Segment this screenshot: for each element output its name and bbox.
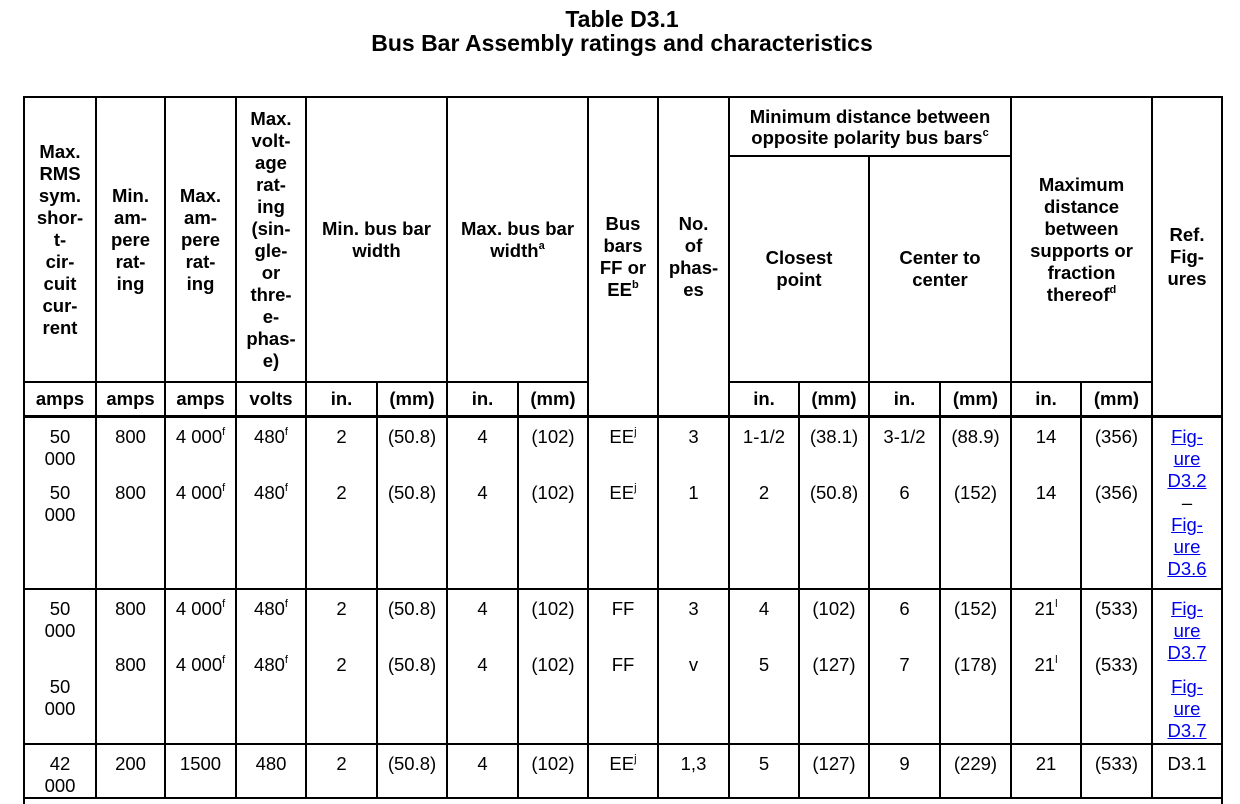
cell-value: 3-1/2 [883,426,926,447]
unit-label: amps [165,382,236,417]
cell-max-width-mm [518,744,588,798]
header-line: Bus [605,212,641,234]
cell-max-ampere [165,417,236,589]
header-line: e- [262,305,280,327]
cell-short-circuit [24,744,96,798]
cell-center-in [869,417,940,589]
header-line: of [684,234,703,256]
cell-value: 4 [477,752,488,774]
cell-max-ampere [165,589,236,744]
cell-voltage [236,417,306,589]
cell-value: (50.8) [387,752,437,774]
cell-min-width-mm [377,589,447,744]
cell-min-ampere [96,589,165,744]
header-line: thre- [250,283,292,305]
cell-value: (127) [812,653,856,675]
cell-support-mm [1081,589,1152,744]
header-min-ampere-rating [96,97,165,382]
cell-value: 50 000 [44,597,76,641]
cell-value: 14 [1035,482,1057,503]
cell-value: 2 [336,597,347,619]
cell-bus-bars [588,417,658,589]
table-number: Table D3.1 [565,6,679,32]
cell-value: 4 [477,482,488,503]
cell-short-circuit [24,417,96,589]
header-line: distance [1043,195,1120,217]
cell-value: 200 [115,752,146,774]
header-line: thereof$^d$ [1046,283,1117,305]
header-line: supports or [1030,239,1133,261]
cell-value: 480$^f$ [254,653,288,675]
header-line: pere [180,228,221,250]
cell-max-width-mm [518,589,588,744]
cell-support-in [1011,589,1081,744]
cell-value: (50.8) [387,426,437,447]
cell-value: (533) [1094,752,1139,774]
cell-value: $EE^j$ [609,482,637,503]
unit-label: in. [447,382,518,417]
cell-value: (50.8) [387,653,437,675]
header-line: ing [186,272,215,294]
cell-value: 1,3 [680,752,707,774]
header-line: or [261,261,281,283]
header-line: $EE^b$ [607,278,639,300]
table-body [24,417,1222,804]
header-ref-figures [1152,97,1222,417]
header-line: ing [116,272,145,294]
cell-value: 4 000$^f$ [175,597,226,619]
header-max-voltage-rating [236,97,306,382]
cell-value: FF [611,597,635,619]
cell-value: (50.8) [387,482,437,503]
header-max-rms-current [24,97,96,382]
cell-value: 5 [758,653,770,675]
cell-max-width-in [447,417,518,589]
cell-max-ampere [165,744,236,798]
cell-value: (533) [1094,653,1139,675]
cell-value: 42 000 [44,752,76,796]
header-line: es [683,278,704,300]
header-line: cur- [42,294,78,316]
cell-value: 6 [899,482,910,503]
cell-center-mm [940,744,1011,798]
unit-label: (mm) [377,382,447,417]
header-line: age [255,151,287,173]
header-line: rat- [256,173,286,195]
cell-value: 480$^f$ [254,482,288,503]
header-line: pere [110,228,151,250]
header-line: t- [53,228,67,250]
cell-value: (152) [953,482,998,503]
header-line: rat- [115,250,146,272]
cell-value: $EE^j$ [609,426,637,447]
cell-value: FF [611,653,635,675]
header-line: gle- [254,239,288,261]
cell-value: 800 [115,653,146,675]
unit-label: volts [236,382,306,417]
table-row-group-1 [24,417,1222,589]
header-min-bus-bar-width: Min. bus bar width [306,97,447,382]
header-line: volt- [251,129,291,151]
header-line: e) [262,349,280,371]
unit-label: in. [306,382,377,417]
cell-value: (178) [953,653,998,675]
bus-bar-ratings-table [23,96,1223,804]
cell-value: (533) [1094,597,1139,619]
cell-value: 480 [255,752,287,774]
cell-value: (152) [953,597,998,619]
header-center-to-center: Center to center [869,156,1011,382]
cell-value: 4 000$^f$ [175,653,226,675]
cell-value: (102) [531,426,575,447]
cell-value: 1-1/2 [742,426,786,447]
cell-min-width-in [306,417,377,589]
unit-label: (mm) [518,382,588,417]
link-figure-d3-2[interactable]: Fig- ure D3.2 [1167,426,1207,491]
cell-max-width-in [447,589,518,744]
cell-value: 6 [899,597,910,619]
cell-value: (50.8) [809,482,859,503]
cell-support-in [1011,744,1081,798]
link-figure-d3-7[interactable]: Fig- ure D3.7 [1167,597,1207,663]
hdr-lines [25,141,95,339]
header-max-bus-bar-width: Max. bus bar width$^a$ [447,97,588,382]
header-closest-point: Closest point [729,156,869,382]
header-line: Min. [112,184,149,206]
header-line: Max. [39,140,81,162]
cell-voltage [236,589,306,744]
ref-figure-text: D3.1 [1167,752,1207,774]
cell-center-mm [940,417,1011,589]
header-line: rent [42,316,78,338]
cell-value: 480$^f$ [254,597,288,619]
header-line: phas- [246,327,296,349]
cell-bus-bars [588,744,658,798]
cell-support-mm [1081,417,1152,589]
cell-min-width-in [306,589,377,744]
cell-value: 800 [115,482,146,503]
cell-closest-in [729,744,799,798]
header-line: Max. [179,184,222,206]
cell-value: (127) [812,752,856,774]
header-line: Maximum [1038,173,1125,195]
cell-closest-mm [799,744,869,798]
cell-value: 2 [336,653,347,675]
cell-value: 480$^f$ [254,426,288,447]
header-line: bars [603,234,643,256]
cell-value: 1500 [179,752,222,774]
cell-phases [658,744,729,798]
unit-label: in. [729,382,799,417]
header-number-of-phases [658,97,729,417]
link-figure-d3-6[interactable]: Fig- ure D3.6 [1167,514,1207,579]
cell-value: 4 [477,653,488,675]
table-row-group-2 [24,589,1222,744]
cell-max-width-in [447,744,518,798]
cell-value: 7 [899,653,910,675]
cell-value: 2 [336,426,347,447]
cell-value: 21$^l$ [1034,653,1058,675]
header-line: phas- [668,256,719,278]
header-max-ampere-rating [165,97,236,382]
cell-phases [658,417,729,589]
cell-value: 3 [688,426,699,447]
cell-value: 4 [477,426,488,447]
header-line: cuit [43,272,77,294]
link-figure-d3-7[interactable]: Fig- ure D3.7 [1167,675,1207,741]
cell-ref-figures [1152,589,1222,744]
cell-value: (102) [531,597,575,619]
cell-min-width-mm [377,417,447,589]
cell-center-in [869,589,940,744]
cell-value: (356) [1094,482,1139,503]
table-row-group-3 [24,744,1222,798]
header-line: FF or [599,256,647,278]
cell-closest-in [729,417,799,589]
cell-center-mm [940,589,1011,744]
cell-value: 800 [115,597,146,619]
cell-value: (102) [531,653,575,675]
header-line: between [1044,217,1119,239]
header-bus-bars-ff-or-ee [588,97,658,417]
header-line: Ref. [1169,223,1205,245]
header-line: cir- [45,250,75,272]
cell-value: (88.9) [951,426,1000,447]
table-title [0,7,1240,55]
unit-label: in. [869,382,940,417]
header-line: am- [184,206,217,228]
cell-max-width-mm [518,417,588,589]
unit-label: amps [24,382,96,417]
cell-value: 4 000$^f$ [175,482,226,503]
header-line: am- [114,206,147,228]
range-dash: – [1181,492,1193,513]
cell-value: (229) [953,752,998,774]
cell-center-in [869,744,940,798]
cell-value: (102) [531,482,575,503]
cell-value: 50 000 [44,675,76,719]
header-line: shor- [36,206,84,228]
header-line: fraction [1047,261,1116,283]
cell-value: 2 [336,752,347,774]
cell-value: 800 [115,426,146,447]
unit-label: (mm) [1081,382,1152,417]
unit-label: (mm) [799,382,869,417]
cell-value: 50 000 [44,482,76,525]
unit-label: in. [1011,382,1081,417]
cell-value: (102) [531,752,575,774]
cell-ref-figures [1152,744,1222,798]
cell-support-mm [1081,744,1152,798]
cell-value: v [688,653,699,675]
cell-ref-figures [1152,417,1222,589]
cell-value: 4 [477,597,488,619]
cell-min-ampere [96,744,165,798]
cell-value: (102) [812,597,856,619]
header-min-distance-opposite-polarity: Minimum distance between opposite polarity bus bars$^c$ [729,97,1011,156]
cell-value: 4 [758,597,770,619]
cell-value: $EE^j$ [609,752,637,774]
header-max-distance-between-supports [1011,97,1152,382]
cell-min-width-mm [377,744,447,798]
header-line: No. [678,212,709,234]
cell-voltage [236,744,306,798]
cell-closest-mm [799,589,869,744]
header-line: ures [1167,267,1207,289]
cell-value: 21 [1035,752,1057,774]
cell-closest-mm [799,417,869,589]
cell-value: (38.1) [809,426,859,447]
cell-value: 9 [899,752,910,774]
cell-closest-in [729,589,799,744]
cell-bus-bars [588,589,658,744]
cell-value: 2 [336,482,347,503]
cell-value: 21$^l$ [1034,597,1058,619]
cell-value: (50.8) [387,597,437,619]
header-line: Max. [250,107,292,129]
unit-label: (mm) [940,382,1011,417]
cell-value: 2 [758,482,770,503]
cell-min-width-in [306,744,377,798]
table-row-continuation [24,798,1222,804]
header-line: RMS [39,162,81,184]
header-line: ing [257,195,285,217]
cell-phases [658,589,729,744]
cell-min-ampere [96,417,165,589]
cell-value: 1 [688,482,699,503]
unit-label: amps [96,382,165,417]
cell-value: 14 [1035,426,1057,447]
cell-value: 50 000 [44,426,76,469]
cell-support-in [1011,417,1081,589]
header-line: Fig- [1170,245,1204,267]
header-line: (sin- [251,217,291,239]
cell-value: 4 000$^f$ [175,426,226,447]
cell-value: (356) [1094,426,1139,447]
cell-value: 5 [758,752,770,774]
table-caption: Bus Bar Assembly ratings and characteristics [371,30,873,56]
cell-value: 3 [688,597,699,619]
header-line: rat- [185,250,216,272]
header-line: sym. [38,184,82,206]
cell-short-circuit [24,589,96,744]
